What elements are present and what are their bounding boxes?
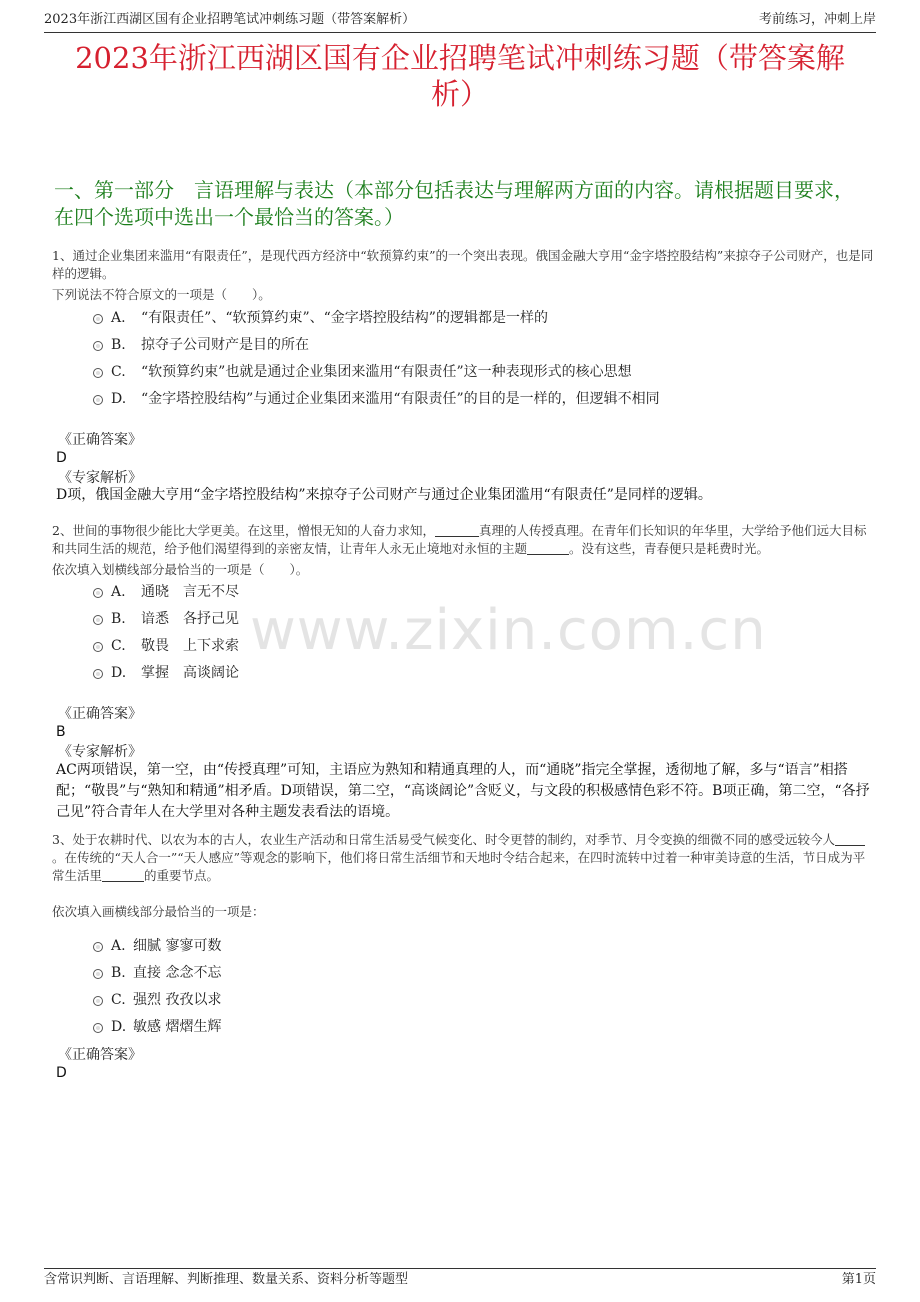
q2-stem: 2、世间的事物很少能比大学更美。在这里，憎恨无知的人奋力求知， 真理的人传授真理。在青年们长知识的年华里，大学给予他们远大目标和共同生活的规范，给予他们渴望得到的亲密友情，让青年人永无止境地对永恒的主题 。没有这些，青春便只是耗费时光。 bbox=[52, 523, 867, 556]
q1-answer: D bbox=[56, 450, 67, 466]
radio-icon[interactable] bbox=[93, 996, 103, 1006]
page-number: 第1页 bbox=[841, 1272, 876, 1287]
q2-answer: B bbox=[56, 724, 66, 740]
radio-icon[interactable] bbox=[93, 395, 103, 405]
radio-icon[interactable] bbox=[93, 969, 103, 979]
radio-icon[interactable] bbox=[93, 368, 103, 378]
header-right: 考前练习，冲刺上岸 bbox=[758, 12, 876, 27]
radio-icon[interactable] bbox=[93, 615, 103, 625]
q1-explain-label: 《专家解析》 bbox=[58, 470, 142, 486]
q2-answer-label: 《正确答案》 bbox=[58, 706, 142, 722]
page-title: 2023年浙江西湖区国有企业招聘笔试冲刺练习题（带答案解析） bbox=[75, 41, 845, 111]
radio-icon[interactable] bbox=[93, 314, 103, 324]
q2-option-a[interactable]: A. 通晓 言无不尽 bbox=[93, 582, 873, 602]
q2-explain-label: 《专家解析》 bbox=[58, 744, 142, 760]
q1-option-a[interactable]: A. “有限责任”、“软预算约束”、“金字塔控股结构”的逻辑都是一样的 bbox=[93, 308, 873, 328]
page-footer bbox=[44, 1268, 876, 1291]
q3-option-a[interactable]: A. 细腻 寥寥可数 bbox=[93, 936, 873, 956]
radio-icon[interactable] bbox=[93, 669, 103, 679]
q1-explain: D项，俄国金融大亨用“金字塔控股结构”来掠夺子公司财产与通过企业集团滥用“有限责任”是同样的逻辑。 bbox=[56, 487, 712, 503]
header-left: 2023年浙江西湖区国有企业招聘笔试冲刺练习题（带答案解析） bbox=[44, 12, 416, 27]
radio-icon[interactable] bbox=[93, 1023, 103, 1033]
q1-answer-label: 《正确答案》 bbox=[58, 432, 142, 448]
watermark: www.zixin.com.cn bbox=[250, 598, 767, 663]
q3-option-c[interactable]: C. 强烈 孜孜以求 bbox=[93, 990, 873, 1010]
q2-explain: AC两项错误，第一空，由“传授真理”可知，主语应为熟知和精通真理的人，而“通晓”指完全掌握，透彻地了解，多与“语言”相搭配；“敬畏”与“熟知和精通”相矛盾。D项错误，第二空，“高谈阔论”含贬义，与文段的积极感情色彩不符。B项正确，第二空，“各抒己见”符合青年人在大学里对各种主题发表看法的语境。 bbox=[56, 762, 870, 820]
page-header bbox=[44, 10, 876, 33]
q1-option-b[interactable]: B. 掠夺子公司财产是目的所在 bbox=[93, 335, 873, 355]
radio-icon[interactable] bbox=[93, 642, 103, 652]
q3-answer: D bbox=[56, 1065, 67, 1081]
radio-icon[interactable] bbox=[93, 341, 103, 351]
q1-ask: 下列说法不符合原文的一项是（ ）。 bbox=[52, 287, 271, 302]
q2-ask: 依次填入划横线部分最恰当的一项是（ ）。 bbox=[52, 562, 309, 577]
section-heading: 一、第一部分 言语理解与表达（本部分包括表达与理解两方面的内容。请根据题目要求，在四个选项中选出一个最恰当的答案。） bbox=[54, 178, 854, 229]
footer-left: 含常识判断、言语理解、判断推理、数量关系、资料分析等题型 bbox=[44, 1272, 409, 1287]
q1-stem: 1、通过企业集团来滥用“有限责任”，是现代西方经济中“软预算约束”的一个突出表现。俄国金融大亨用“金字塔控股结构”来掠夺子公司财产，也是同样的逻辑。 bbox=[52, 248, 874, 281]
q3-option-b[interactable]: B. 直接 念念不忘 bbox=[93, 963, 873, 983]
q3-answer-label: 《正确答案》 bbox=[58, 1047, 142, 1063]
q1-option-d[interactable]: D. “金字塔控股结构”与通过企业集团来滥用“有限责任”的目的是一样的，但逻辑不相同 bbox=[93, 389, 873, 409]
q2-option-b[interactable]: B. 谙悉 各抒己见 bbox=[93, 609, 873, 629]
q2-option-d[interactable]: D. 掌握 高谈阔论 bbox=[93, 663, 873, 683]
q3-stem: 3、处于农耕时代、以农为本的古人，农业生产活动和日常生活易受气候变化、时令更替的制约，对季节、月令变换的细微不同的感受远较今人。在传统的“天人合一”“天人感应”等观念的影响下，他们将日常生活细节和天地时令结合起来，在四时流转中过着一种审美诗意的生活，节日成为平常生活里 的重要节点。 bbox=[52, 832, 866, 883]
radio-icon[interactable] bbox=[93, 942, 103, 952]
q2-option-c[interactable]: C. 敬畏 上下求索 bbox=[93, 636, 873, 656]
q3-ask: 依次填入画横线部分最恰当的一项是： bbox=[52, 904, 265, 919]
radio-icon[interactable] bbox=[93, 588, 103, 598]
q1-option-c[interactable]: C. “软预算约束”也就是通过企业集团来滥用“有限责任”这一种表现形式的核心思想 bbox=[93, 362, 873, 382]
q3-option-d[interactable]: D. 敏感 熠熠生辉 bbox=[93, 1017, 873, 1037]
